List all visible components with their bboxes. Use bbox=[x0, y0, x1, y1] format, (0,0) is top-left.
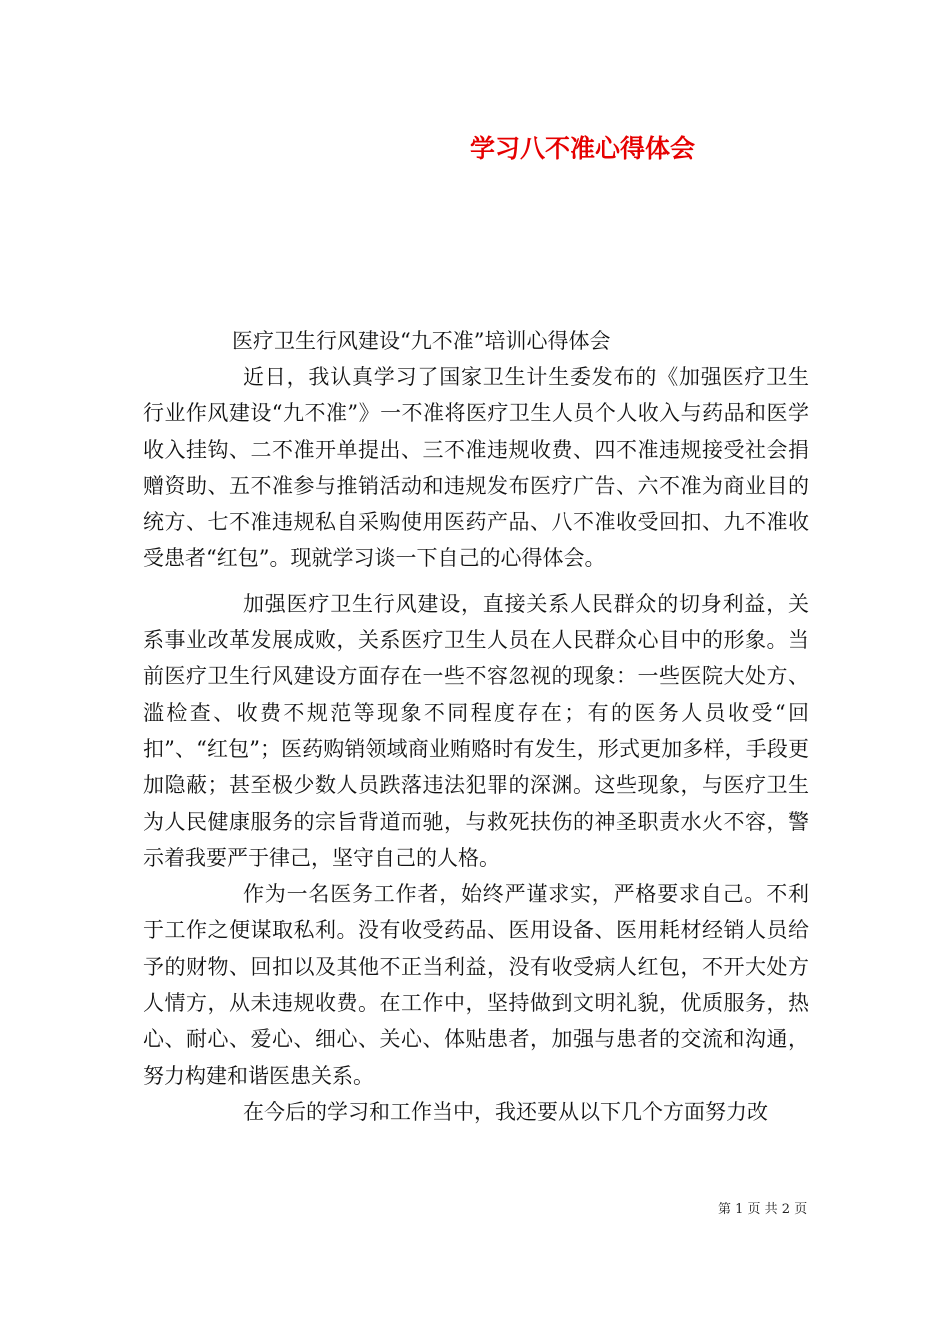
body-paragraph: 近日，我认真学习了国家卫生计生委发布的《加强医疗卫生行业作风建设“九不准”》一不准将医疗卫生人员个人收入与药品和医学收入挂钩、二不准开单提出、三不准违规收费、四不准违规接受社会捐赠资助、五不准参与推销活动和违规发布医疗广告、六不准为商业目的统方、七不准违规私自采购使用医药产品、八不准收受回扣、九不准收受患者“红包”。现就学习谈一下自己的心得体会。 bbox=[143, 365, 809, 571]
document-title: 学习八不准心得体会 bbox=[470, 134, 696, 163]
page-number-footer: 第 1 页 共 2 页 bbox=[718, 1202, 808, 1217]
body-paragraph: 在今后的学习和工作当中，我还要从以下几个方面努力改 bbox=[243, 1099, 768, 1124]
document-subtitle: 医疗卫生行风建设“九不准”培训心得体会 bbox=[232, 329, 611, 353]
document-body bbox=[143, 359, 809, 1130]
body-paragraph: 加强医疗卫生行风建设，直接关系人民群众的切身利益，关系事业改革发展成败，关系医疗卫生人员在人民群众心目中的形象。当前医疗卫生行风建设方面存在一些不容忽视的现象：一些医院大处方、滥检查、收费不规范等现象不同程度存在；有的医务人员收受“回扣”、“红包”；医药购销领域商业贿赂时有发生，形式更加多样，手段更加隐蔽；甚至极少数人员跌落违法犯罪的深渊。这些现象，与医疗卫生为人民健康服务的宗旨背道而驰，与救死扶伤的神圣职责水火不容，警示着我要严于律己，坚守自己的人格。 bbox=[143, 591, 809, 870]
body-paragraph: 作为一名医务工作者，始终严谨求实，严格要求自己。不利于工作之便谋取私利。没有收受药品、医用设备、医用耗材经销人员给予的财物、回扣以及其他不正当利益，没有收受病人红包，不开大处方人情方，从未违规收费。在工作中，坚持做到文明礼貌，优质服务，热心、耐心、爱心、细心、关心、体贴患者，加强与患者的交流和沟通，努力构建和谐医患关系。 bbox=[143, 882, 809, 1088]
